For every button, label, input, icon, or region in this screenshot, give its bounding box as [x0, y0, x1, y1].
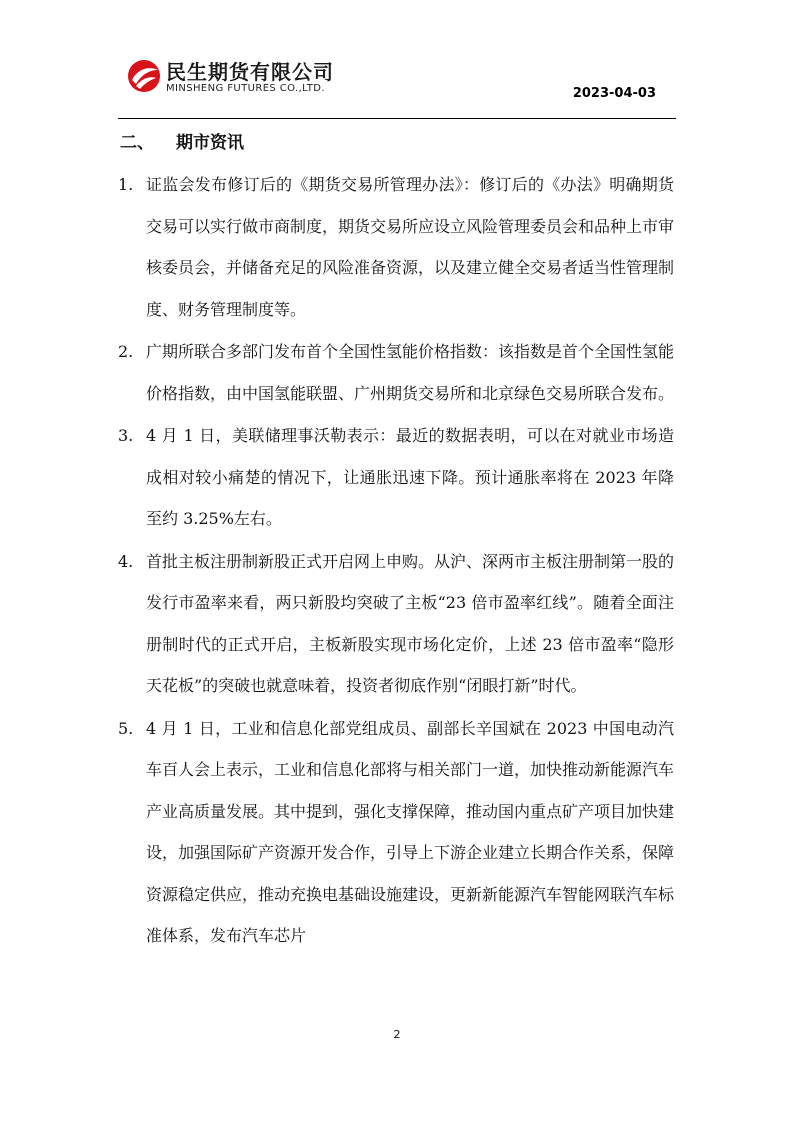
item-index: 1.: [118, 175, 134, 194]
list-item: [118, 164, 674, 330]
item-index: 3.: [118, 426, 134, 445]
item-text: 4 月 1 日，工业和信息化部党组成员、副部长辛国斌在 2023 中国电动汽车百人会上表示，工业和信息化部将与相关部门一道，加快推动新能源汽车产业高质量发展。其中提到，强化支撑保障，推动国内重点矿产项目加快建设，加强国际矿产资源开发合作，引导上下游企业建立长期合作关系，保障资源稳定供应，推动充换电基础设施建设，更新新能源汽车智能网联汽车标准体系，发布汽车芯片: [146, 718, 675, 945]
item-text: 首批主板注册制新股正式开启网上申购。从沪、深两市主板注册制第一股的发行市盈率来看，两只新股均突破了主板“23 倍市盈率红线”。随着全面注册制时代的正式开启，主板新股实现市场化定价，上述 23 倍市盈率“隐形天花板”的突破也就意味着，投资者彻底作别“闭眼打新”时代。: [146, 551, 675, 695]
list-item: [118, 541, 674, 707]
news-list: [118, 164, 674, 958]
item-index: 5.: [118, 718, 134, 738]
list-item: [118, 415, 674, 540]
item-text: 证监会发布修订后的《期货交易所管理办法》：修订后的《办法》明确期货交易可以实行做市商制度，期货交易所应设立风险管理委员会和品种上市审核委员会，并储备充足的风险准备资源，以及建立健全交易者适当性管理制度、财务管理制度等。: [146, 175, 675, 319]
company-name-en: MINSHENG FUTURES CO.,LTD.: [166, 83, 325, 94]
item-text: 4 月 1 日，美联储理事沃勒表示：最近的数据表明，可以在对就业市场造成相对较小痛楚的情况下，让通胀迅速下降。预计通胀率将在 2023 年降至约 3.25%左右。: [146, 426, 674, 528]
item-text: 广期所联合多部门发布首个全国性氢能价格指数：该指数是首个全国性氢能价格指数，由中国氢能联盟、广州期货交易所和北京绿色交易所联合发布。: [146, 342, 675, 403]
item-index: 4.: [118, 551, 134, 571]
company-name-cn: 民生期货有限公司: [166, 60, 334, 84]
header-divider: [118, 118, 676, 119]
item-index: 2.: [118, 342, 134, 361]
section-number: 二、: [120, 133, 154, 153]
page-number: 2: [393, 1028, 401, 1041]
section-title: 期市资讯: [176, 133, 244, 153]
section-heading: [120, 128, 244, 153]
list-item: [118, 708, 674, 957]
report-date: 2023-04-03: [572, 86, 656, 101]
page-header: [118, 52, 676, 118]
list-item: [118, 331, 674, 414]
minsheng-logo-icon: [126, 58, 162, 94]
